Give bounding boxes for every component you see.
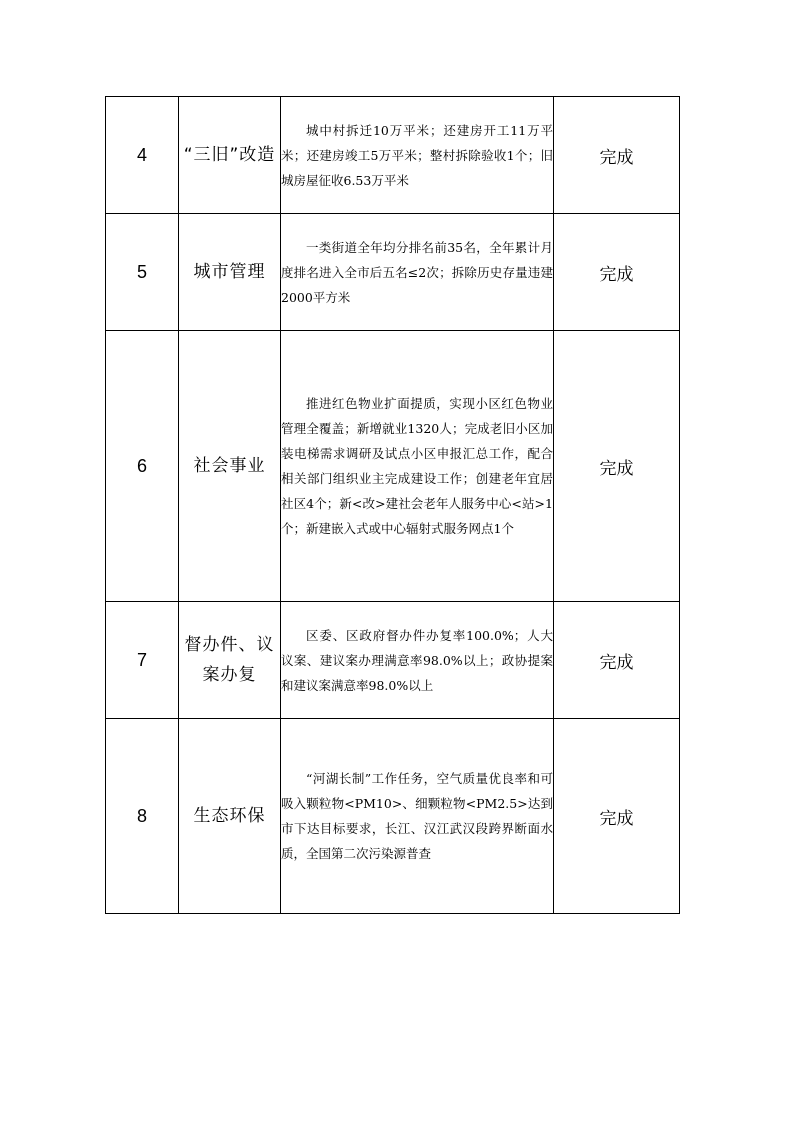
task-status: 完成 — [554, 331, 680, 602]
task-status: 完成 — [554, 97, 680, 214]
task-status: 完成 — [554, 602, 680, 719]
table-row — [106, 97, 680, 214]
row-number: 8 — [106, 719, 179, 914]
task-content: 区委、区政府督办件办复率100.0%；人大议案、建议案办理满意率98.0%以上；政协提案和建议案满意率98.0%以上 — [281, 602, 554, 719]
table-row — [106, 602, 680, 719]
row-number: 5 — [106, 214, 179, 331]
task-name: “三旧”改造 — [179, 97, 281, 214]
task-status: 完成 — [554, 719, 680, 914]
row-number: 4 — [106, 97, 179, 214]
task-name: 督办件、议案办复 — [179, 602, 281, 719]
task-name: 社会事业 — [179, 331, 281, 602]
task-status: 完成 — [554, 214, 680, 331]
table-row — [106, 331, 680, 602]
task-content: “河湖长制”工作任务，空气质量优良率和可吸入颗粒物<PM10>、细颗粒物<PM2.5>达到市下达目标要求，长江、汉江武汉段跨界断面水质，全国第二次污染源普查 — [281, 719, 554, 914]
task-content: 一类街道全年均分排名前35名，全年累计月度排名进入全市后五名≤2次；拆除历史存量违建2000平方米 — [281, 214, 554, 331]
row-number: 6 — [106, 331, 179, 602]
task-content: 城中村拆迁10万平米；还建房开工11万平米；还建房竣工5万平米；整村拆除验收1个；旧城房屋征收6.53万平米 — [281, 97, 554, 214]
task-content: 推进红色物业扩面提质，实现小区红色物业管理全覆盖；新增就业1320人；完成老旧小区加装电梯需求调研及试点小区申报汇总工作，配合相关部门组织业主完成建设工作；创建老年宜居社区4个；新<改>建社会老年人服务中心<站>1个；新建嵌入式或中心辐射式服务网点1个 — [281, 331, 554, 602]
task-table — [105, 96, 680, 914]
task-name: 生态环保 — [179, 719, 281, 914]
row-number: 7 — [106, 602, 179, 719]
table-row — [106, 214, 680, 331]
task-name: 城市管理 — [179, 214, 281, 331]
table-row — [106, 719, 680, 914]
